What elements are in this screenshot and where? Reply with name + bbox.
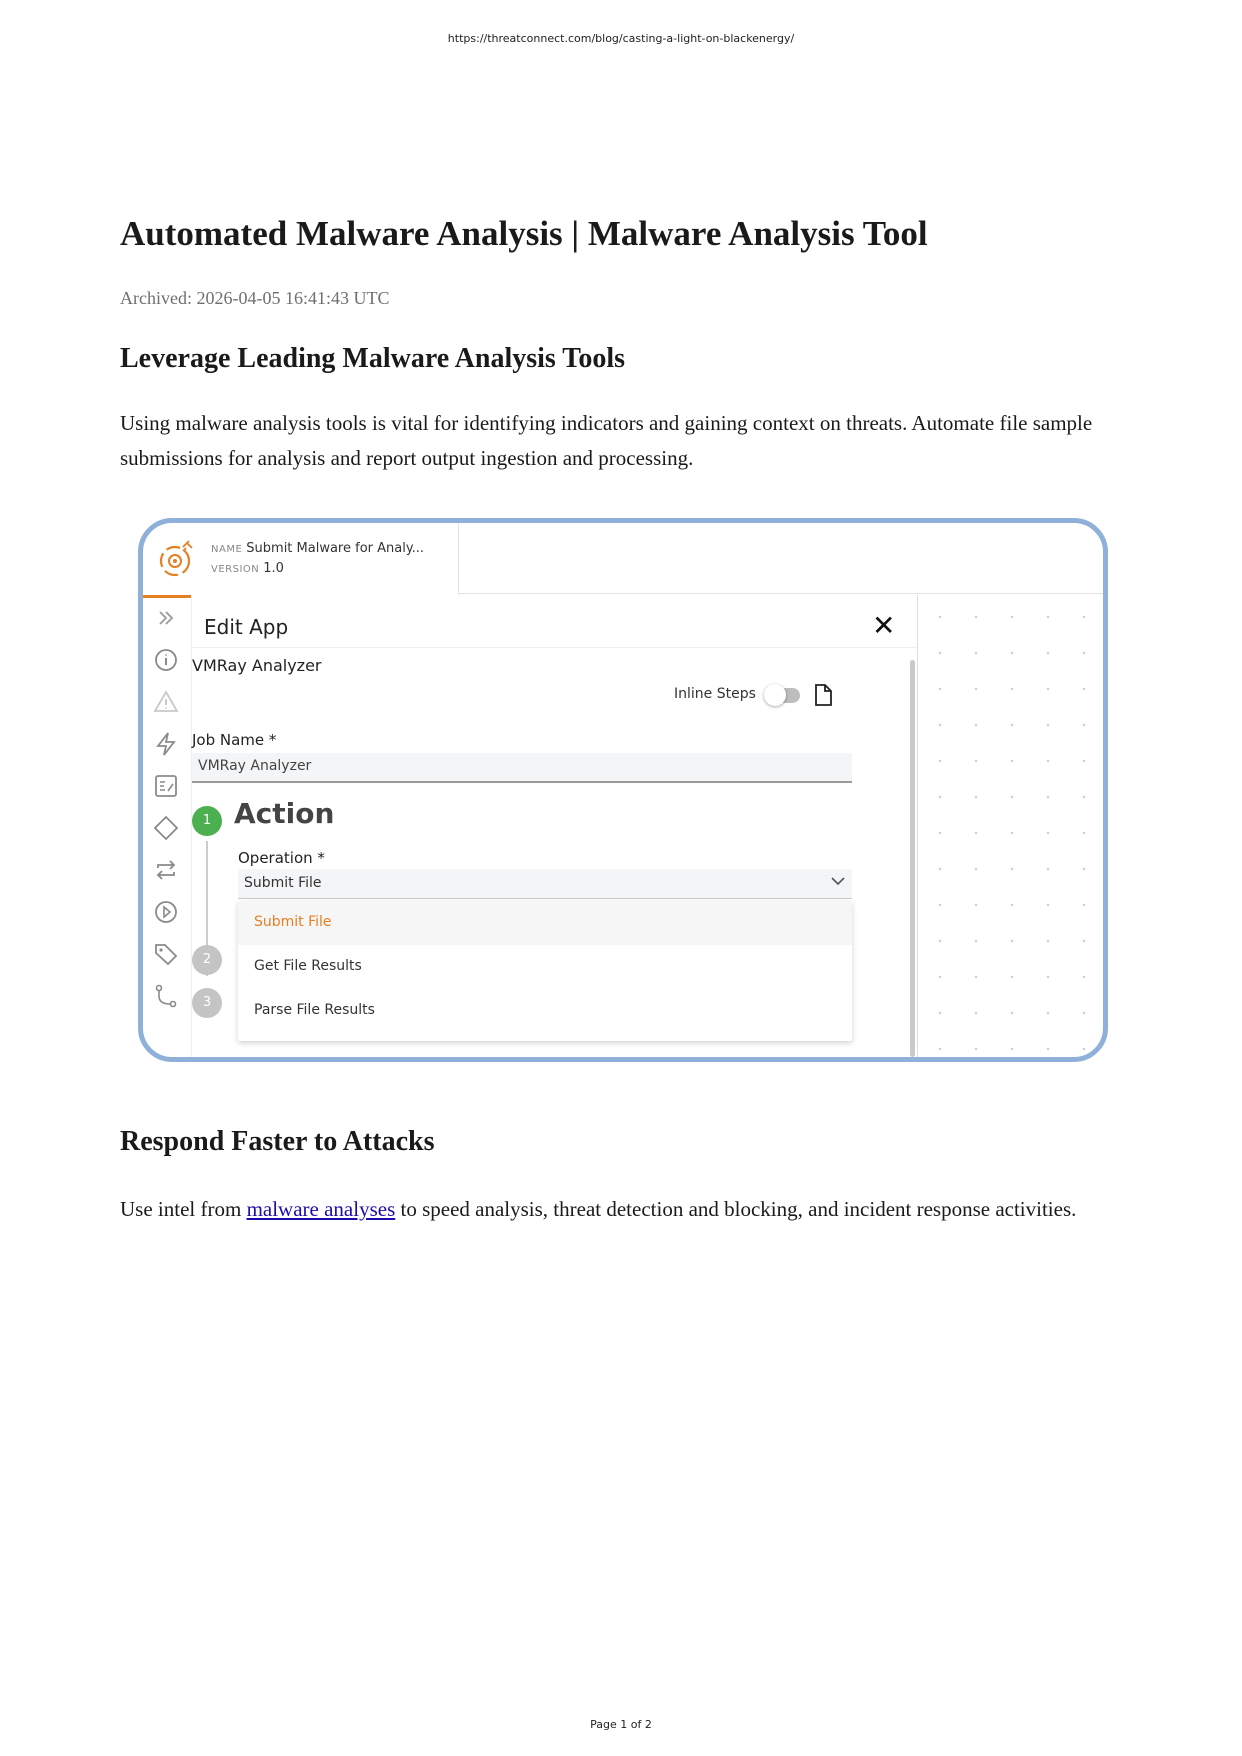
app-name-label: VMRay Analyzer (192, 656, 322, 675)
toggle-knob (764, 684, 786, 706)
menu-item-submit-file[interactable]: Submit File (238, 901, 852, 945)
panel-title: Edit App (204, 615, 289, 639)
section-body-leverage: Using malware analysis tools is vital for identifying indicators and gaining context on threats. Automate file sample submissions for analysis and report output ingestion and processing. (120, 411, 1093, 470)
inline-steps-label: Inline Steps (674, 686, 756, 702)
app-screenshot (138, 518, 1108, 1062)
close-icon[interactable]: ✕ (872, 609, 896, 642)
step-1-badge: 1 (192, 806, 222, 836)
lightning-icon[interactable] (153, 731, 179, 757)
operation-dropdown-menu (238, 901, 852, 1041)
page-number: Page 1 of 2 (590, 1718, 652, 1731)
app-name-value: Submit Malware for Analy... (246, 541, 425, 556)
respond-text-before: Use intel from (120, 1197, 247, 1221)
job-name-label: Job Name * (192, 731, 277, 749)
malware-analyses-link[interactable]: malware analyses (246, 1197, 396, 1221)
warning-icon[interactable] (153, 689, 179, 715)
chevron-down-icon (830, 873, 846, 889)
section-heading-leverage: Leverage Leading Malware Analysis Tools (120, 343, 626, 374)
respond-text-after: to speed analysis, threat detection and blocking, and incident response activities. (395, 1197, 1077, 1221)
section-heading-respond: Respond Faster to Attacks (120, 1126, 435, 1157)
info-icon[interactable] (153, 647, 179, 673)
menu-item-parse-file-results[interactable]: Parse File Results (254, 1002, 375, 1018)
menu-item-get-file-results[interactable]: Get File Results (254, 958, 362, 974)
edit-app-panel (191, 595, 918, 1057)
app-version-value: 1.0 (263, 561, 284, 576)
header-divider (458, 593, 1103, 594)
name-caption: NAME (211, 544, 243, 555)
operation-select[interactable] (238, 869, 852, 899)
branch-icon[interactable] (153, 983, 179, 1009)
section-body-respond (120, 1192, 1130, 1227)
app-gear-icon (153, 537, 197, 581)
expand-icon[interactable] (153, 605, 179, 631)
job-name-input[interactable]: VMRay Analyzer (192, 753, 852, 783)
play-icon[interactable] (153, 899, 179, 925)
operation-label: Operation * (238, 849, 325, 867)
side-rail (143, 595, 191, 1057)
operation-selected-value: Submit File (244, 875, 322, 891)
step-3-badge: 3 (192, 988, 222, 1018)
source-url: https://threatconnect.com/blog/casting-a-light-on-blackenergy/ (447, 32, 795, 45)
form-icon[interactable] (153, 773, 179, 799)
canvas-dot-grid[interactable] (916, 595, 1103, 1057)
page-title: Automated Malware Analysis | Malware Analysis Tool (120, 214, 928, 253)
panel-divider (192, 647, 917, 648)
tag-icon[interactable] (153, 941, 179, 967)
version-caption: VERSION (211, 564, 260, 575)
step-1-title: Action (234, 797, 335, 830)
loop-icon[interactable] (153, 857, 179, 883)
step-2-badge: 2 (192, 945, 222, 975)
panel-scrollbar[interactable] (910, 660, 915, 1057)
app-tab[interactable] (143, 523, 459, 598)
app-name-row (211, 541, 424, 556)
diamond-icon[interactable] (153, 815, 179, 841)
archived-timestamp: Archived: 2026-04-05 16:41:43 UTC (120, 288, 390, 308)
app-version-row (211, 561, 284, 576)
inline-steps-toggle[interactable] (770, 688, 800, 703)
document-icon[interactable] (812, 683, 834, 707)
